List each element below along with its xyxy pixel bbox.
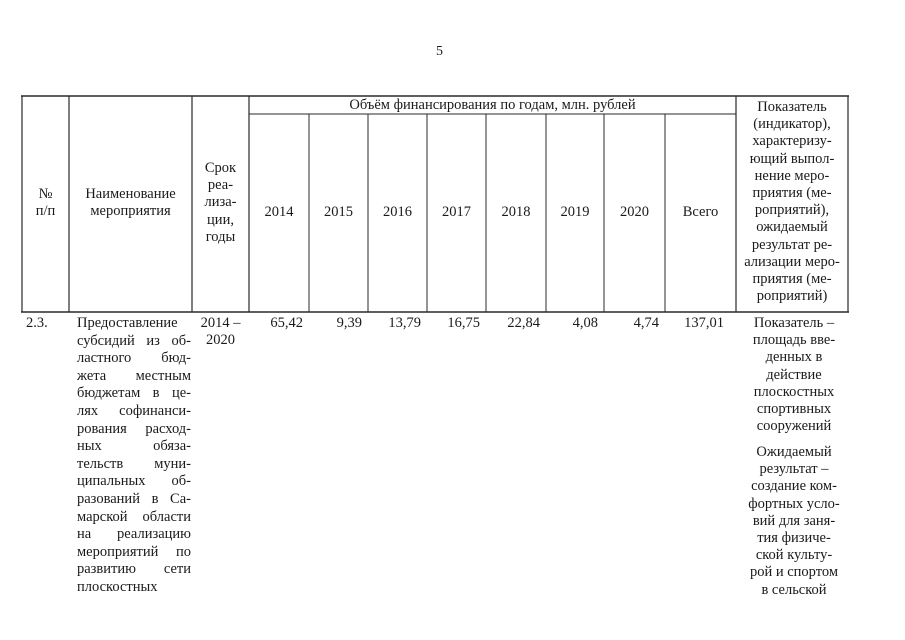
header-total: Всего (682, 204, 719, 220)
row-name-line-5: бюджетам в це- (77, 385, 191, 402)
header-term (192, 160, 249, 246)
header-term-line-1: Срок (204, 160, 237, 176)
header-year-2016: 2016 (383, 204, 412, 220)
row-indicator-line-4: действие (766, 366, 822, 383)
row-term-line-2: 2020 (206, 332, 235, 349)
header-num-line-1: № (38, 186, 53, 202)
row-value-2018: 22,84 (507, 315, 540, 331)
header-indicator-line-12: роприятий) (756, 288, 828, 305)
row-result-line-9: в сельской (761, 581, 827, 598)
header-indicator-line-2: (индикатор), (753, 116, 831, 133)
row-name-line-12: марской области (77, 508, 191, 525)
row-result-line-5: вий для заня- (752, 512, 836, 529)
row-value-2020: 4,74 (633, 315, 659, 331)
row-indicator (741, 315, 847, 435)
header-indicator-line-5: нение меро- (754, 167, 830, 184)
header-term-line-4: ции, (207, 211, 234, 228)
row-name (77, 315, 191, 597)
row-name-line-3: ластного бюд- (77, 350, 191, 367)
row-result-line-2: результат – (759, 461, 829, 478)
row-result (741, 444, 847, 599)
header-name-line-2: мероприятия (90, 203, 171, 220)
row-name-line-10: ципальных об- (77, 473, 191, 490)
header-year-2015: 2015 (324, 204, 353, 220)
header-year-2020: 2020 (620, 204, 649, 220)
row-result-line-1: Ожидаемый (756, 444, 832, 460)
row-value-total: 137,01 (684, 315, 724, 331)
row-result-line-4: фортных усло- (748, 495, 840, 512)
header-indicator (736, 99, 848, 305)
row-name-line-7: рования расход- (77, 420, 191, 437)
header-name (69, 186, 192, 220)
row-name-line-9: тельств муни- (77, 455, 191, 472)
row-indicator-line-3: денных в (765, 349, 823, 366)
header-indicator-line-11: приятия (ме- (752, 270, 832, 287)
row-name-line-8: ных обяза- (77, 438, 191, 455)
row-name-line-16: плоскостных (77, 578, 158, 595)
row-value-2016: 13,79 (388, 315, 421, 331)
header-indicator-line-6: приятия (ме- (752, 184, 832, 201)
row-name-line-11: разований в Са- (77, 490, 191, 507)
row-indicator-line-2: площадь вве- (752, 332, 836, 349)
row-term-line-1: 2014 – (200, 315, 241, 331)
header-indicator-line-10: ализации меро- (744, 253, 840, 270)
row-result-line-6: тия физиче- (757, 529, 831, 546)
row-term (192, 315, 249, 349)
header-indicator-line-4: ющий выпол- (749, 150, 835, 167)
header-year-2018: 2018 (501, 204, 531, 220)
row-indicator-line-1: Показатель – (753, 315, 835, 331)
header-term-line-3: лиза- (204, 194, 237, 211)
row-value-2014: 65,42 (270, 315, 303, 331)
header-name-line-1: Наименование (85, 186, 176, 202)
row-name-line-14: мероприятий по (77, 543, 191, 560)
row-name-line-13: на реализацию (77, 526, 191, 543)
header-term-line-5: годы (205, 228, 236, 245)
row-indicator-line-5: плоскостных (753, 383, 835, 400)
row-name-line-15: развитию сети (77, 561, 191, 578)
header-indicator-line-1: Показатель (757, 99, 827, 115)
row-indicator-line-7: сооружений (756, 418, 832, 435)
row-num: 2.3. (26, 315, 48, 331)
header-year-2019: 2019 (560, 204, 590, 220)
page-number: 5 (436, 44, 443, 59)
header-num-line-2: п/п (35, 203, 56, 220)
row-value-2019: 4,08 (572, 315, 598, 331)
row-result-line-7: ской культу- (755, 547, 833, 564)
header-financing-title: Объём финансирования по годам, млн. рублей (349, 97, 636, 113)
header-indicator-line-9: результат ре- (751, 236, 833, 253)
row-result-line-3: создание ком- (751, 478, 837, 495)
header-year-2017: 2017 (442, 204, 471, 220)
row-name-line-4: жета местным (77, 367, 191, 384)
row-name-line-6: лях софинанси- (77, 402, 191, 419)
row-indicator-line-6: спортивных (756, 400, 832, 417)
header-year-2014: 2014 (264, 204, 294, 220)
header-indicator-line-7: роприятий), (754, 202, 830, 219)
row-value-2015: 9,39 (336, 315, 362, 331)
header-term-line-2: реа- (207, 177, 234, 194)
row-value-2017: 16,75 (447, 315, 480, 331)
row-name-line-2: субсидий из об- (77, 332, 191, 349)
header-num (22, 186, 69, 220)
header-indicator-line-3: характеризу- (752, 133, 832, 150)
row-result-line-8: рой и спортом (749, 564, 839, 581)
header-indicator-line-8: ожидаемый (756, 219, 828, 236)
row-name-line-1: Предоставление (77, 315, 178, 331)
